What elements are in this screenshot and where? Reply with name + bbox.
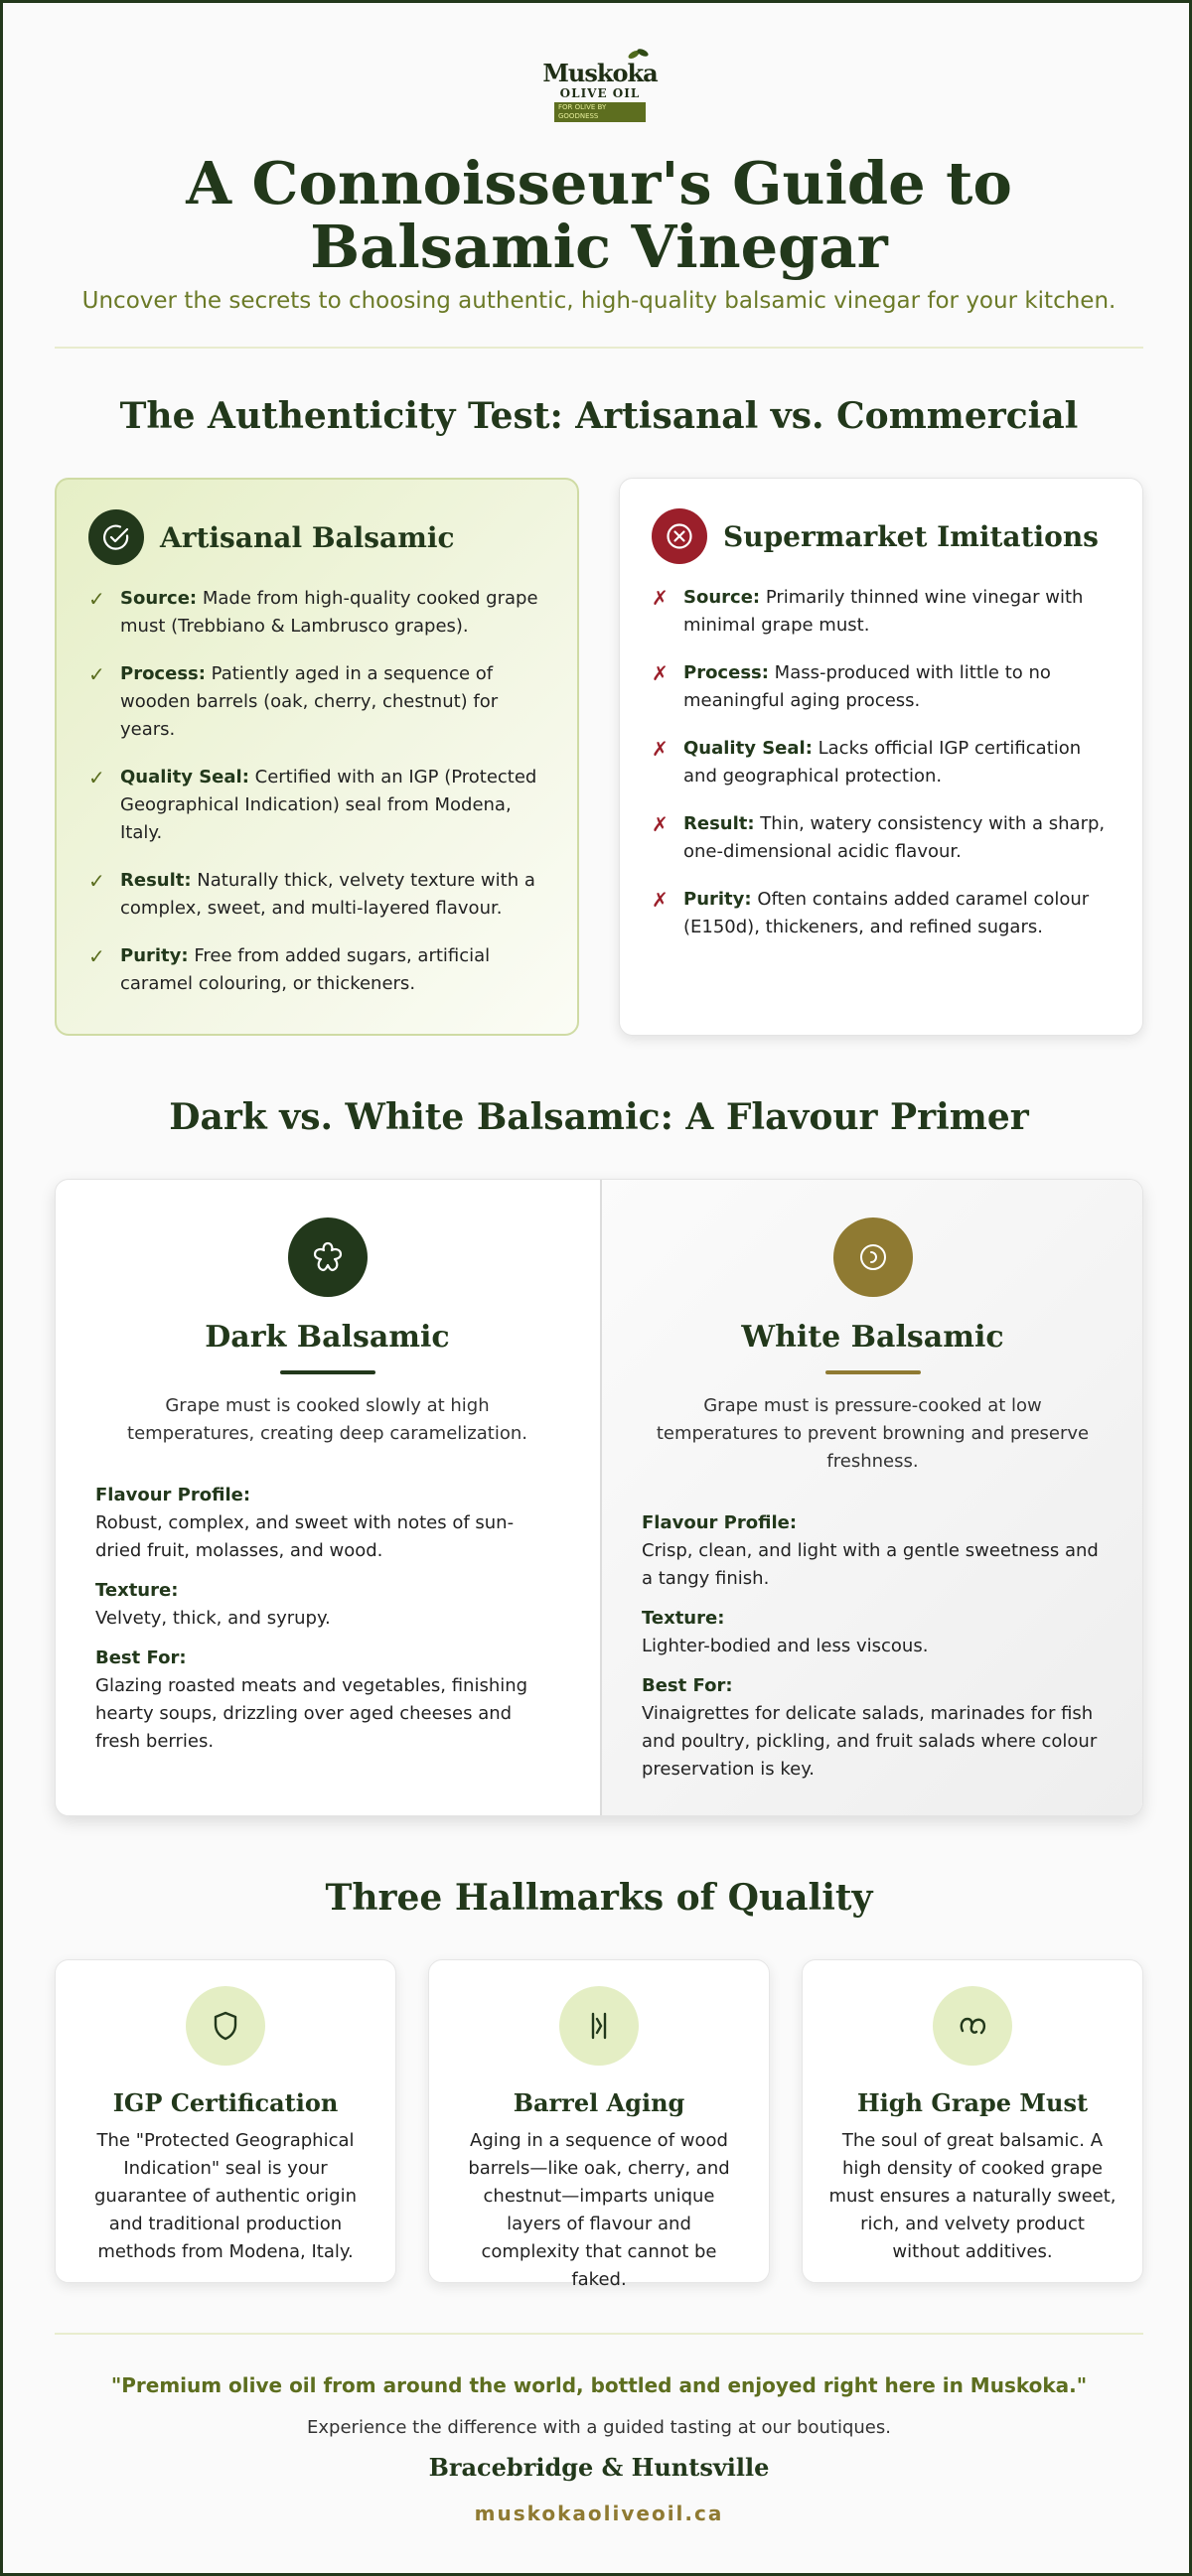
texture-label: Texture: [95,1580,179,1601]
hallmark-title: Barrel Aging [513,2088,685,2117]
footer-quote: "Premium olive oil from around the world, bottled and enjoyed right here in Muskoka." [110,2373,1088,2397]
check-icon: ✓ [88,869,105,893]
white-balsamic-column [600,1180,1143,1816]
white-description: Grape must is pressure-cooked at low temperatures to prevent browning and preserve freshness. [656,1395,1090,1472]
flavour-label: Flavour Profile: [642,1512,798,1533]
texture-value: Velvety, thick, and syrupy. [95,1608,331,1629]
grapes-icon [933,1986,1012,2066]
hallmark-title: IGP Certification [112,2088,339,2117]
moon-circle-icon [833,1217,913,1297]
check-circle-icon [88,509,144,565]
cross-icon: ✗ [652,661,669,685]
cross-icon: ✗ [652,737,669,761]
hallmark-title: High Grape Must [856,2088,1089,2117]
list-item: ✓ Purity: Free from added sugars, artificial caramel colouring, or thickeners. [88,942,545,998]
check-icon: ✓ [88,944,105,968]
dark-balsamic-column [56,1180,599,1816]
artisanal-heading: Artisanal Balsamic [160,520,455,554]
logo-tagline: FOR OLIVE BY GOODNESS [554,102,646,122]
imitation-card [619,478,1143,1036]
check-icon: ✓ [88,662,105,686]
list-item: ✗ Purity: Often contains added caramel colour (E150d), thickeners, and refined sugars. [652,886,1111,941]
artisanal-list [88,585,545,998]
logo-wordmark: Muskoka [542,59,658,87]
check-icon: ✓ [88,766,105,789]
hallmark-card-barrel [428,1959,770,2290]
flavour-label: Flavour Profile: [95,1485,251,1505]
best-for-label: Best For: [642,1675,733,1696]
list-item: ✓ Process: Patiently aged in a sequence of wooden barrels (oak, cherry, chestnut) for years. [88,660,545,744]
list-item: ✓ Quality Seal: Certified with an IGP (Protected Geographical Indication) seal from Modena, Italy. [88,764,545,847]
hallmark-card-igp [55,1959,396,2283]
footer-invite: Experience the difference with a guided tasting at our boutiques. [307,2417,891,2438]
cross-icon: ✗ [652,888,669,912]
section-title-authenticity: The Authenticity Test: Artisanal vs. Commercial [119,395,1079,437]
divider [55,347,1143,349]
dark-description: Grape must is cooked slowly at high temperatures, creating deep caramelization. [127,1395,527,1444]
cross-icon: ✗ [652,812,669,836]
hallmark-text: The "Protected Geographical Indication" seal is your guarantee of authentic origin and traditional production methods from Modena, Italy. [93,2130,357,2262]
flower-icon [288,1217,368,1297]
section-title-primer: Dark vs. White Balsamic: A Flavour Primer [169,1096,1029,1138]
texture-value: Lighter-bodied and less viscous. [642,1636,929,1656]
logo-subtitle: OLIVE OIL [559,86,641,100]
best-for-value: Glazing roasted meats and vegetables, finishing hearty soups, drizzling over aged cheeses and fresh berries. [95,1675,528,1752]
shield-icon [186,1986,265,2066]
hallmark-card-grape [802,1959,1143,2283]
flavour-value: Robust, complex, and sweet with notes of sun-dried fruit, molasses, and wood. [95,1512,515,1561]
x-circle-icon [652,508,707,564]
hallmark-text: The soul of great balsamic. A high density of cooked grape must ensures a naturally sweet, rich, and velvety product without additives. [828,2130,1117,2262]
page-subtitle: Uncover the secrets to choosing authentic, high-quality balsamic vinegar for your kitchen. [81,288,1117,314]
hallmark-text: Aging in a sequence of wood barrels—like oak, cherry, and chestnut—imparts unique layers of flavour and complexity that cannot be faked. [468,2130,730,2290]
list-item: ✗ Process: Mass-produced with little to no meaningful aging process. [652,659,1111,715]
primer-comparison [55,1179,1143,1816]
olive-leaf-icon [628,47,650,63]
section-title-hallmarks: Three Hallmarks of Quality [325,1877,873,1919]
list-item: ✗ Source: Primarily thinned wine vinegar with minimal grape must. [652,584,1111,640]
barrel-icon [559,1986,639,2066]
cross-icon: ✗ [652,586,669,610]
footer-website-link[interactable]: muskokaoliveoil.ca [474,2502,724,2525]
check-icon: ✓ [88,587,105,611]
best-for-label: Best For: [95,1647,187,1668]
list-item: ✗ Result: Thin, watery consistency with a sharp, one-dimensional acidic flavour. [652,810,1111,866]
footer-locations: Bracebridge & Huntsville [428,2453,770,2482]
list-item: ✗ Quality Seal: Lacks official IGP certification and geographical protection. [652,735,1111,790]
divider [55,2333,1143,2335]
page-title: A Connoisseur's Guide to Balsamic Vinegar [186,149,1012,281]
texture-label: Texture: [642,1608,725,1629]
imitation-list [652,584,1111,941]
list-item: ✓ Result: Naturally thick, velvety texture with a complex, sweet, and multi-layered flavour. [88,867,545,923]
brand-logo[interactable] [542,57,658,126]
white-heading: White Balsamic [741,1320,1004,1355]
best-for-value: Vinaigrettes for delicate salads, marinades for fish and poultry, pickling, and fruit salads where colour preservation is key. [642,1703,1098,1780]
list-item: ✓ Source: Made from high-quality cooked grape must (Trebbiano & Lambrusco grapes). [88,585,545,641]
imitation-heading: Supermarket Imitations [723,519,1099,553]
heading-underline [825,1370,921,1374]
flavour-value: Crisp, clean, and light with a gentle sweetness and a tangy finish. [642,1540,1099,1589]
heading-underline [280,1370,375,1374]
artisanal-card [55,478,579,1036]
dark-heading: Dark Balsamic [205,1320,450,1355]
